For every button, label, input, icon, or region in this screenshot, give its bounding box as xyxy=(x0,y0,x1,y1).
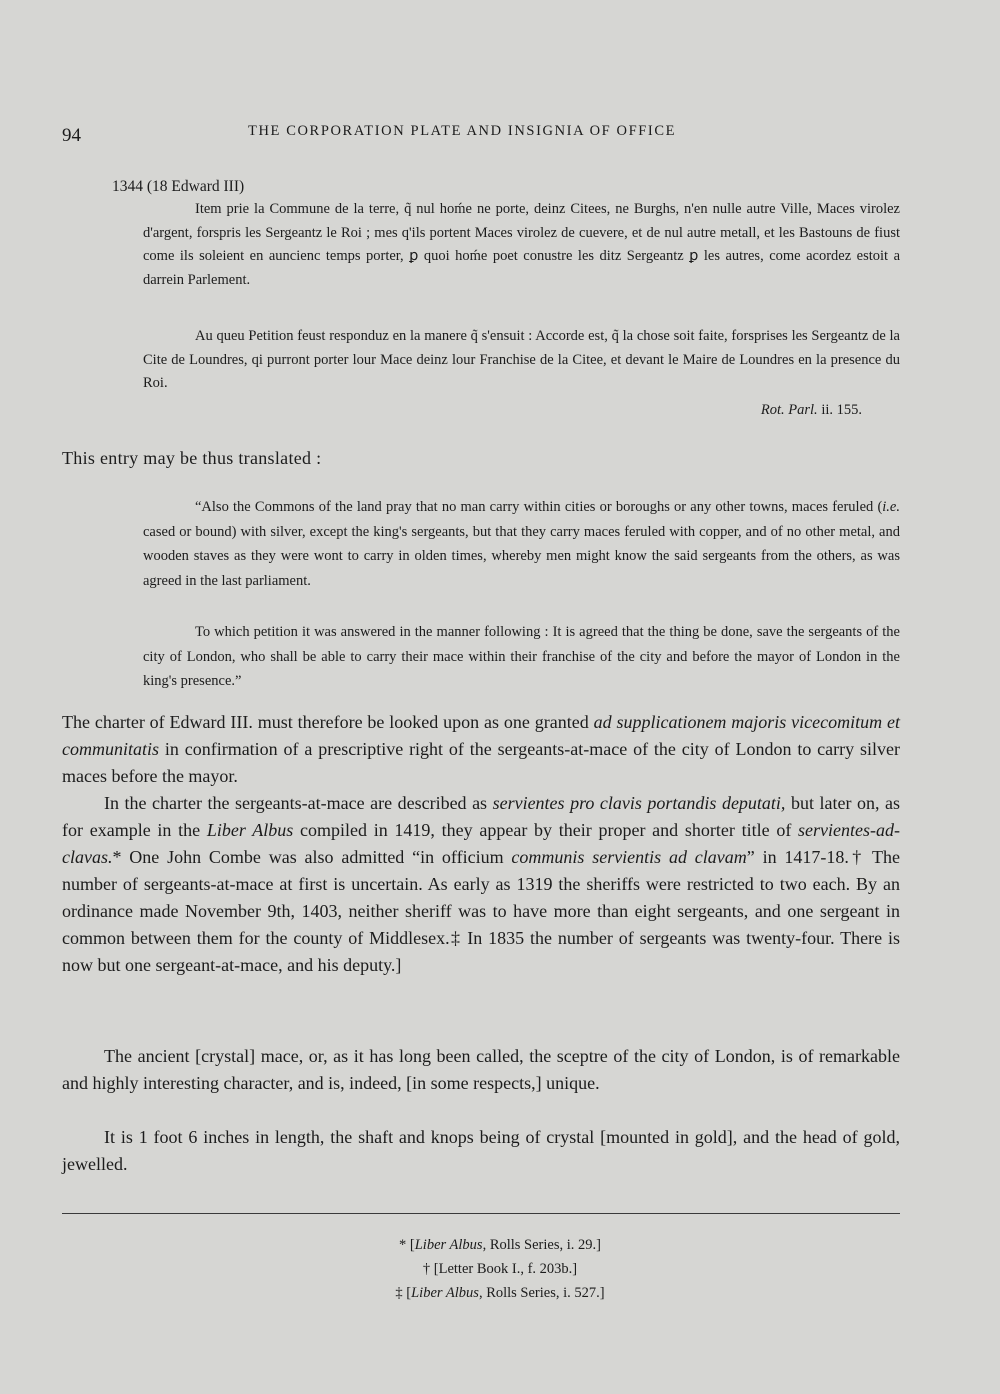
running-title: THE CORPORATION PLATE AND INSIGNIA OF OFFICE xyxy=(248,123,677,139)
translation-intro: This entry may be thus translated : xyxy=(62,448,322,468)
citation xyxy=(761,402,862,419)
citation-title: Rot. Parl. xyxy=(760,402,818,418)
body-paragraph-3: The ancient [crystal] mace, or, as it has long been called, the sceptre of the city of London, is of remarkable and highly interesting character, and is, indeed, [in some respects,] unique. xyxy=(62,1046,900,1093)
document-date: 1344 (18 Edward III) xyxy=(112,178,245,195)
body-paragraph-2: In the charter the sergeants-at-mace are described as servientes pro clavis portandis deputati, but later on, as for example in the Liber Albus compiled in 1419, they appear by their proper and shorter title of servientes-ad-clavas.* One John Combe was also admitted “in officium communis servientis ad clavam” in 1417-18.† The number of sergeants-at-mace at first is uncertain. As early as 1319 the sheriffs were restricted to two each. By an ordinance made November 9th, 1403, neither sheriff was to have more than eight sergeants, and one sergeant in common between them for the county of Middlesex.‡ In 1835 the number of sergeants was twenty-four. There is now but one sergeant-at-mace, and his deputy.] xyxy=(62,793,901,975)
footnote-1: * [Liber Albus, Rolls Series, i. 29.] xyxy=(399,1237,601,1253)
footnote-3: ‡ [Liber Albus, Rolls Series, i. 527.] xyxy=(395,1285,605,1301)
page-number: 94 xyxy=(62,125,81,146)
footnote-2: † [Letter Book I., f. 203b.] xyxy=(422,1261,578,1277)
translation-paragraph-2: To which petition it was answered in the manner following : It is agreed that the thing be done, save the sergeants of the city of London, who shall be able to carry their mace within their franchise of the city and before the mayor of London in the king's presence.” xyxy=(143,624,900,689)
footnote-rule xyxy=(62,1213,900,1214)
translation-paragraph-1: “Also the Commons of the land pray that no man carry within cities or boroughs or any other towns, maces feruled (i.e. cased or bound) with silver, except the king's sergeants, but that they carry maces feruled with copper, and of no other metal, and wooden staves as they were wont to carry in olden times, whereby men might know the said sergeants from the others, as was agreed in the last parliament. xyxy=(143,499,900,589)
french-paragraph-1: Item prie la Commune de la terre, q̃ nul hoḿe ne porte, deinz Citees, ne Burghs, n'en nulle autre Ville, Maces virolez d'argent, forspris les Sergeantz le Roi ; mes q'ils portent Maces virolez de cuevere, et de nul autre metall, et les Bastouns de fiust come ils soleient en auncienc temps porter, ꝑ quoi hoḿe poet conustre les ditz Sergeantz ꝑ les autres, come acordez estoit a darrein Parlement. xyxy=(143,201,900,288)
citation-ref: ii. 155. xyxy=(821,402,862,418)
body-paragraph-1: The charter of Edward III. must therefore be looked upon as one granted ad supplicationem majoris vicecomitum et communitatis in confirmation of a prescriptive right of the sergeants-at-mace of the city of London to carry silver maces before the mayor. xyxy=(62,712,900,786)
french-paragraph-2: Au queu Petition feust responduz en la manere q̃ s'ensuit : Accorde est, q̃ la chose soit faite, forsprises les Sergeantz de la Cite de Loundres, qi purront porter lour Mace deinz lour Franchise de la Citee, et devant le Maire de Loundres en la presence du Roi. xyxy=(143,328,900,391)
body-paragraph-4: It is 1 foot 6 inches in length, the shaft and knops being of crystal [mounted in gold], and the head of gold, jewelled. xyxy=(62,1127,900,1174)
